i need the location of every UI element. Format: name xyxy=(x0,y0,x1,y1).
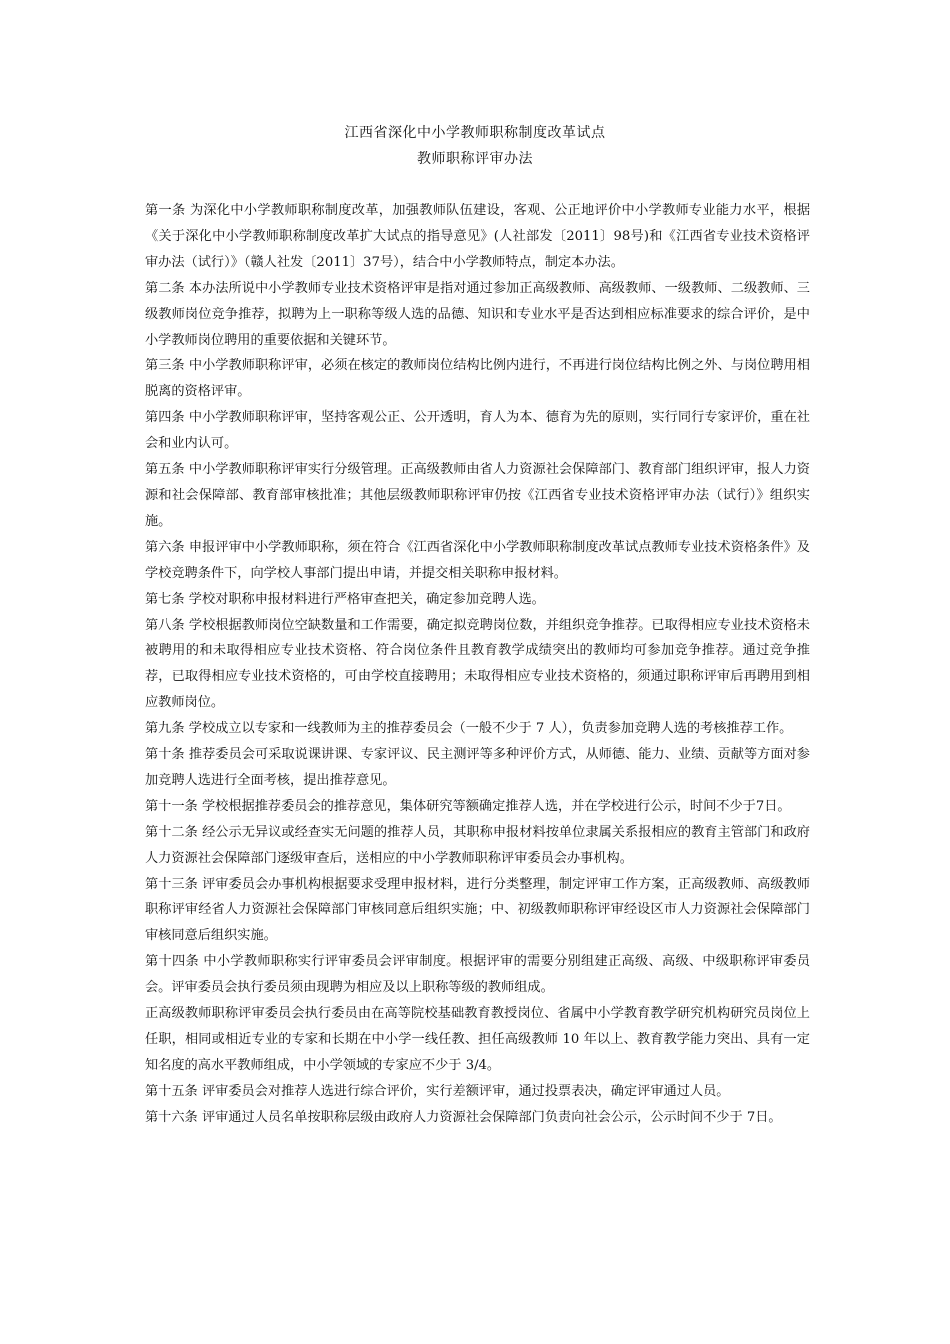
article-14: 第十四条 中小学教师职称实行评审委员会评审制度。根据评审的需要分别组建正高级、高级、中级职称评审委员会。评审委员会执行委员须由现聘为相应及以上职称等级的教师组成。 xyxy=(145,954,810,996)
article-7: 第七条 学校对职称申报材料进行严格审查把关，确定参加竞聘人选。 xyxy=(145,591,545,607)
title-line-1: 江西省深化中小学教师职称制度改革试点 xyxy=(344,125,606,141)
article-9: 第九条 学校成立以专家和一线教师为主的推荐委员会（一般不少于 7 人），负责参加竞聘人选的考核推荐工作。 xyxy=(145,721,793,737)
title-line-2: 教师职称评审办法 xyxy=(417,151,533,167)
document-title xyxy=(0,120,950,172)
article-4: 第四条 中小学教师职称评审，坚持客观公正、公开透明，育人为本、德育为先的原则，实行同行专家评价，重在社会和业内认可。 xyxy=(145,410,810,452)
article-11: 第十一条 学校根据推荐委员会的推荐意见，集体研究等额确定推荐人选，并在学校进行公示，时间不少于7日。 xyxy=(145,798,791,814)
article-1: 第一条 为深化中小学教师职称制度改革，加强教师队伍建设，客观、公正地评价中小学教师专业能力水平，根据《关于深化中小学教师职称制度改革扩大试点的指导意见》(人社部发〔2011〕98号)和《江西省专业技术资格评审办法（试行）》（赣人社发〔2011〕37号），结合中小学教师特点，制定本办法。 xyxy=(145,203,810,270)
article-13: 第十三条 评审委员会办事机构根据要求受理申报材料，进行分类整理，制定评审工作方案，正高级教师、高级教师职称评审经省人力资源社会保障部门审核同意后组织实施；中、初级教师职称评审经设区市人力资源社会保障部门审核同意后组织实施。 xyxy=(145,876,810,944)
article-2: 第二条 本办法所说中小学教师专业技术资格评审是指对通过参加正高级教师、高级教师、一级教师、二级教师、三级教师岗位竞争推荐，拟聘为上一职称等级人选的品德、知识和专业水平是否达到相应标准要求的综合评价，是中小学教师岗位聘用的重要依据和关键环节。 xyxy=(145,280,810,348)
article-16: 第十六条 评审通过人员名单按职称层级由政府人力资源社会保障部门负责向社会公示，公示时间不少于 7日。 xyxy=(145,1109,782,1125)
article-14-supplement: 正高级教师职称评审委员会执行委员由在高等院校基础教育教授岗位、省属中小学教育教学研究机构研究员岗位上任职，相同或相近专业的专家和长期在中小学一线任教、担任高级教师 10 年以上、教育教学能力突出、具有一定知名度的高水平教师组成，中小学领域的专家应不少于 3/4。 xyxy=(145,1006,810,1073)
article-8: 第八条 学校根据教师岗位空缺数量和工作需要，确定拟竞聘岗位数，并组织竞争推荐。已取得相应专业技术资格未被聘用的和未取得相应专业技术资格、符合岗位条件且教育教学成绩突出的教师均可参加竞争推荐。通过竞争推荐，已取得相应专业技术资格的，可由学校直接聘用；未取得相应专业技术资格的，须通过职称评审后再聘用到相应教师岗位。 xyxy=(145,617,810,711)
article-6: 第六条 申报评审中小学教师职称，须在符合《江西省深化中小学教师职称制度改革试点教师专业技术资格条件》及学校竞聘条件下，向学校人事部门提出申请，并提交相关职称申报材料。 xyxy=(145,539,810,581)
article-12: 第十二条 经公示无异议或经查实无问题的推荐人员，其职称申报材料按单位隶属关系报相应的教育主管部门和政府人力资源社会保障部门逐级审查后，送相应的中小学教师职称评审委员会办事机构。 xyxy=(145,824,810,866)
article-15: 第十五条 评审委员会对推荐人选进行综合评价，实行差额评审，通过投票表决，确定评审通过人员。 xyxy=(145,1083,730,1099)
article-10: 第十条 推荐委员会可采取说课讲课、专家评议、民主测评等多种评价方式，从师德、能力、业绩、贡献等方面对参加竞聘人选进行全面考核，提出推荐意见。 xyxy=(145,747,810,788)
article-5: 第五条 中小学教师职称评审实行分级管理。正高级教师由省人力资源社会保障部门、教育部门组织评审，报人力资源和社会保障部、教育部审核批准；其他层级教师职称评审仍按《江西省专业技术资格评审办法（试行）》组织实施。 xyxy=(145,462,810,529)
document-body xyxy=(145,198,810,1131)
article-3: 第三条 中小学教师职称评审，必须在核定的教师岗位结构比例内进行，不再进行岗位结构比例之外、与岗位聘用相脱离的资格评审。 xyxy=(145,358,810,400)
